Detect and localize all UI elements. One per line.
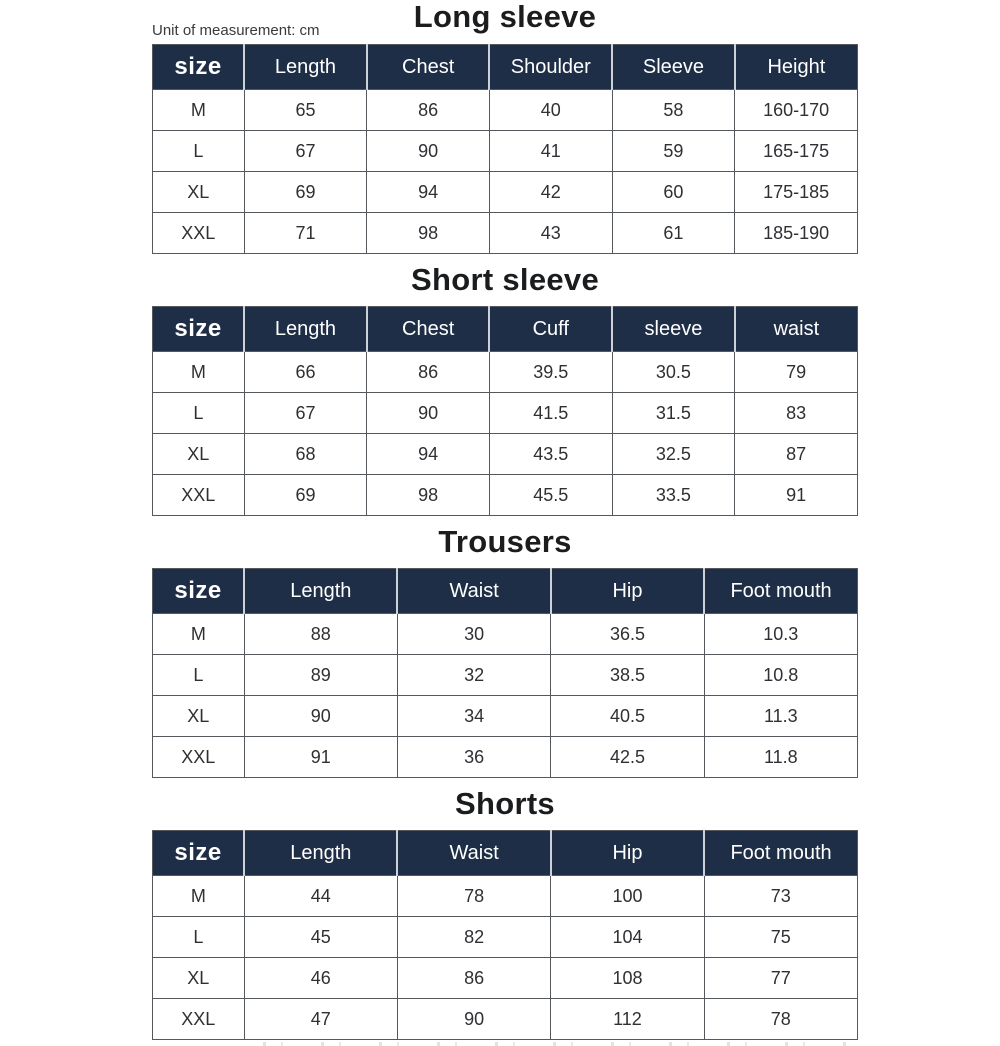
value-cell: 65 (244, 90, 367, 131)
value-cell: 82 (397, 917, 550, 958)
section-short-sleeve (152, 254, 858, 516)
value-cell: 34 (397, 696, 550, 737)
value-cell: 36 (397, 737, 550, 778)
short-sleeve-title-row (152, 254, 858, 306)
table-row (153, 90, 858, 131)
table-row (153, 614, 858, 655)
value-cell: 75 (704, 917, 857, 958)
header-cell: Hip (551, 831, 704, 876)
value-cell: 66 (244, 352, 367, 393)
value-cell: 40.5 (551, 696, 704, 737)
header-cell: Length (244, 307, 367, 352)
value-cell: 185-190 (735, 213, 858, 254)
short-sleeve-table (152, 306, 858, 516)
value-cell: 43.5 (489, 434, 612, 475)
value-cell: 60 (612, 172, 735, 213)
trousers-title-row (152, 516, 858, 568)
value-cell: 59 (612, 131, 735, 172)
size-header-cell: size (153, 831, 245, 876)
value-cell: 69 (244, 475, 367, 516)
size-header-cell: size (153, 307, 245, 352)
shorts-title-row (152, 778, 858, 830)
section-long-sleeve (152, 0, 858, 254)
long-sleeve-title: Long sleeve (413, 0, 597, 34)
table-row (153, 434, 858, 475)
header-cell: Foot mouth (704, 569, 857, 614)
header-cell: Foot mouth (704, 831, 857, 876)
value-cell: 112 (551, 999, 704, 1040)
value-cell: 86 (367, 90, 490, 131)
value-cell: 78 (397, 876, 550, 917)
value-cell: 90 (367, 131, 490, 172)
value-cell: 10.8 (704, 655, 857, 696)
value-cell: 31.5 (612, 393, 735, 434)
cropped-bottom-text-remnant (247, 1042, 847, 1046)
size-cell: M (153, 614, 245, 655)
header-row (153, 569, 858, 614)
value-cell: 91 (244, 737, 397, 778)
size-cell: XXL (153, 213, 245, 254)
value-cell: 90 (397, 999, 550, 1040)
shorts-title: Shorts (455, 785, 555, 821)
header-row (153, 831, 858, 876)
table-row (153, 172, 858, 213)
header-cell: Length (244, 45, 367, 90)
value-cell: 67 (244, 131, 367, 172)
value-cell: 98 (367, 213, 490, 254)
value-cell: 42 (489, 172, 612, 213)
size-cell: M (153, 876, 245, 917)
value-cell: 68 (244, 434, 367, 475)
size-cell: XL (153, 434, 245, 475)
table-row (153, 917, 858, 958)
header-cell: Length (244, 831, 397, 876)
section-shorts (152, 778, 858, 1040)
size-chart-page (152, 0, 858, 1046)
value-cell: 44 (244, 876, 397, 917)
value-cell: 58 (612, 90, 735, 131)
value-cell: 100 (551, 876, 704, 917)
value-cell: 10.3 (704, 614, 857, 655)
size-header-cell: size (153, 569, 245, 614)
size-cell: XXL (153, 475, 245, 516)
trousers-table (152, 568, 858, 778)
header-row (153, 307, 858, 352)
table-row (153, 393, 858, 434)
value-cell: 89 (244, 655, 397, 696)
value-cell: 32.5 (612, 434, 735, 475)
value-cell: 88 (244, 614, 397, 655)
value-cell: 98 (367, 475, 490, 516)
header-cell: Sleeve (612, 45, 735, 90)
unit-note: Unit of measurement: cm (152, 22, 320, 39)
table-row (153, 958, 858, 999)
table-row (153, 876, 858, 917)
value-cell: 91 (735, 475, 858, 516)
value-cell: 87 (735, 434, 858, 475)
table-row (153, 213, 858, 254)
shorts-table (152, 830, 858, 1040)
size-cell: M (153, 352, 245, 393)
long-sleeve-table (152, 44, 858, 254)
value-cell: 69 (244, 172, 367, 213)
size-cell: L (153, 655, 245, 696)
header-cell: Waist (397, 569, 550, 614)
value-cell: 11.3 (704, 696, 857, 737)
table-row (153, 475, 858, 516)
value-cell: 78 (704, 999, 857, 1040)
header-cell: sleeve (612, 307, 735, 352)
value-cell: 108 (551, 958, 704, 999)
table-row (153, 352, 858, 393)
value-cell: 41 (489, 131, 612, 172)
header-row (153, 45, 858, 90)
value-cell: 61 (612, 213, 735, 254)
section-trousers (152, 516, 858, 778)
value-cell: 30 (397, 614, 550, 655)
long-sleeve-title-row (152, 0, 858, 44)
value-cell: 38.5 (551, 655, 704, 696)
value-cell: 33.5 (612, 475, 735, 516)
value-cell: 104 (551, 917, 704, 958)
value-cell: 45.5 (489, 475, 612, 516)
header-cell: Shoulder (489, 45, 612, 90)
value-cell: 90 (244, 696, 397, 737)
table-row (153, 131, 858, 172)
value-cell: 79 (735, 352, 858, 393)
header-cell: Chest (367, 307, 490, 352)
header-cell: Chest (367, 45, 490, 90)
value-cell: 83 (735, 393, 858, 434)
size-cell: XL (153, 958, 245, 999)
size-cell: XL (153, 696, 245, 737)
value-cell: 165-175 (735, 131, 858, 172)
trousers-title: Trousers (438, 523, 572, 559)
header-cell: waist (735, 307, 858, 352)
value-cell: 47 (244, 999, 397, 1040)
value-cell: 46 (244, 958, 397, 999)
size-cell: XL (153, 172, 245, 213)
value-cell: 67 (244, 393, 367, 434)
table-row (153, 655, 858, 696)
header-cell: Height (735, 45, 858, 90)
value-cell: 86 (397, 958, 550, 999)
size-cell: L (153, 131, 245, 172)
value-cell: 94 (367, 434, 490, 475)
value-cell: 41.5 (489, 393, 612, 434)
value-cell: 32 (397, 655, 550, 696)
value-cell: 43 (489, 213, 612, 254)
size-header-cell: size (153, 45, 245, 90)
value-cell: 160-170 (735, 90, 858, 131)
value-cell: 73 (704, 876, 857, 917)
value-cell: 39.5 (489, 352, 612, 393)
header-cell: Hip (551, 569, 704, 614)
value-cell: 36.5 (551, 614, 704, 655)
value-cell: 175-185 (735, 172, 858, 213)
value-cell: 94 (367, 172, 490, 213)
header-cell: Length (244, 569, 397, 614)
header-cell: Cuff (489, 307, 612, 352)
value-cell: 90 (367, 393, 490, 434)
table-row (153, 737, 858, 778)
table-row (153, 999, 858, 1040)
header-cell: Waist (397, 831, 550, 876)
value-cell: 77 (704, 958, 857, 999)
value-cell: 30.5 (612, 352, 735, 393)
size-cell: XXL (153, 737, 245, 778)
size-cell: M (153, 90, 245, 131)
value-cell: 86 (367, 352, 490, 393)
size-cell: L (153, 393, 245, 434)
value-cell: 40 (489, 90, 612, 131)
value-cell: 11.8 (704, 737, 857, 778)
value-cell: 42.5 (551, 737, 704, 778)
size-cell: XXL (153, 999, 245, 1040)
size-cell: L (153, 917, 245, 958)
value-cell: 71 (244, 213, 367, 254)
value-cell: 45 (244, 917, 397, 958)
table-row (153, 696, 858, 737)
short-sleeve-title: Short sleeve (411, 261, 599, 297)
